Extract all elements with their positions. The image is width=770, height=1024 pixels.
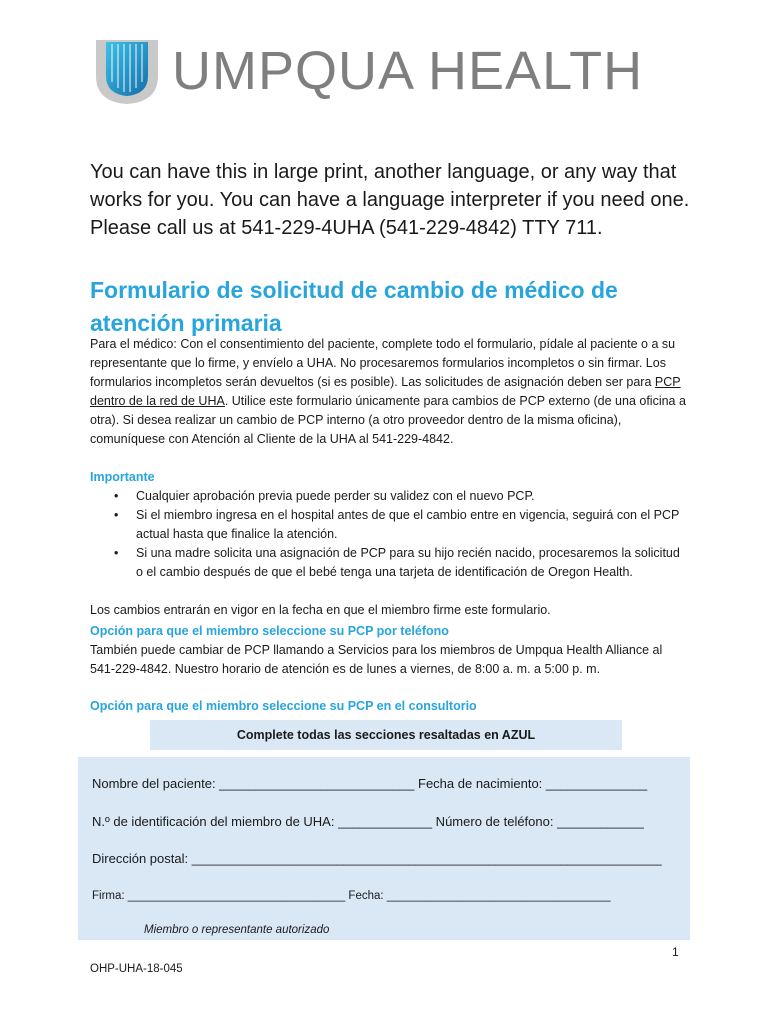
important-list [90,487,690,582]
list-item-text: Cualquier aprobación previa puede perder su validez con el nuevo PCP. [136,489,535,503]
umpqua-health-logo [92,36,682,106]
list-item [90,506,690,544]
intro-paragraph [90,335,690,449]
form-code: OHP-UHA-18-045 [90,963,183,975]
form-title: Formulario de solicitud de cambio de médico de atención primaria [90,277,618,336]
complete-blue-sections-banner: Complete todas las secciones resaltadas en AZUL [150,720,622,750]
bullet-icon: • [114,508,119,522]
list-item [90,487,690,506]
phone-option-heading: Opción para que el miembro seleccione su PCP por teléfono [90,624,449,638]
shield-logo-icon [92,36,162,106]
effective-date-text: Los cambios entrarán en vigor en la fecha en que el miembro firme este formulario. [90,603,551,617]
logo-wordmark: UMPQUA HEALTH [172,41,644,101]
patient-name-dob-field[interactable]: Nombre del paciente: ___________________________ Fecha de nacimiento: ______________ [92,776,648,791]
signature-date-field[interactable]: Firma: __________________________________ Fecha: ___________________________________ [92,890,611,902]
list-item-text: Si el miembro ingresa en el hospital antes de que el cambio entre en vigencia, seguirá con el PCP actual hasta que finalice la atención. [136,508,680,541]
list-item [90,544,690,582]
mailing-address-field[interactable]: Dirección postal: _________________________________________________________________ [92,851,662,866]
intro-text-part2: . Utilice este formulario únicamente para cambios de PCP externo (de una oficina a otra). Si desea realizar un cambio de PCP interno (a otro proveedor dentro de la misma oficina), comuníquese con Atención al Cliente de la UHA al 541-229-4842. [90,394,686,446]
member-id-phone-field[interactable]: N.º de identificación del miembro de UHA: _____________ Número de teléfono: ____________ [92,814,644,829]
page-number: 1 [672,945,679,959]
phone-option-text: También puede cambiar de PCP llamando a Servicios para los miembros de Umpqua Health Alliance al 541-229-4842. Nuestro horario de atención es de lunes a viernes, de 8:00 a. m. a 5:00 p. m. [90,643,663,676]
in-network-pcp-link[interactable]: PCP dentro de la red de UHA [90,375,681,408]
accessibility-notice: You can have this in large print, another language, or any way that works for you. You can have a language interpreter if you need one. Please call us at 541-229-4UHA (541-229-4842) TTY 711. [90,161,690,239]
bullet-icon: • [114,546,119,560]
list-item-text: Si una madre solicita una asignación de PCP para su hijo recién nacido, procesaremos la solicitud o el cambio después de que el bebé tenga una tarjeta de identificación de Oregon Health. [136,546,680,579]
office-option-heading: Opción para que el miembro seleccione su PCP en el consultorio [90,699,477,713]
member-form-fields [78,757,690,940]
bullet-icon: • [114,489,119,503]
signature-caption: Miembro o representante autorizado [144,924,330,936]
important-heading: Importante [90,470,155,484]
intro-text-part1: Para el médico: Con el consentimiento del paciente, complete todo el formulario, pídale al paciente o a su representante que lo firme, y envíelo a UHA. No procesaremos formularios incompletos o sin firmar. Los formularios incompletos serán devueltos (si es posible). Las solicitudes de asignación deben ser para [90,337,676,389]
